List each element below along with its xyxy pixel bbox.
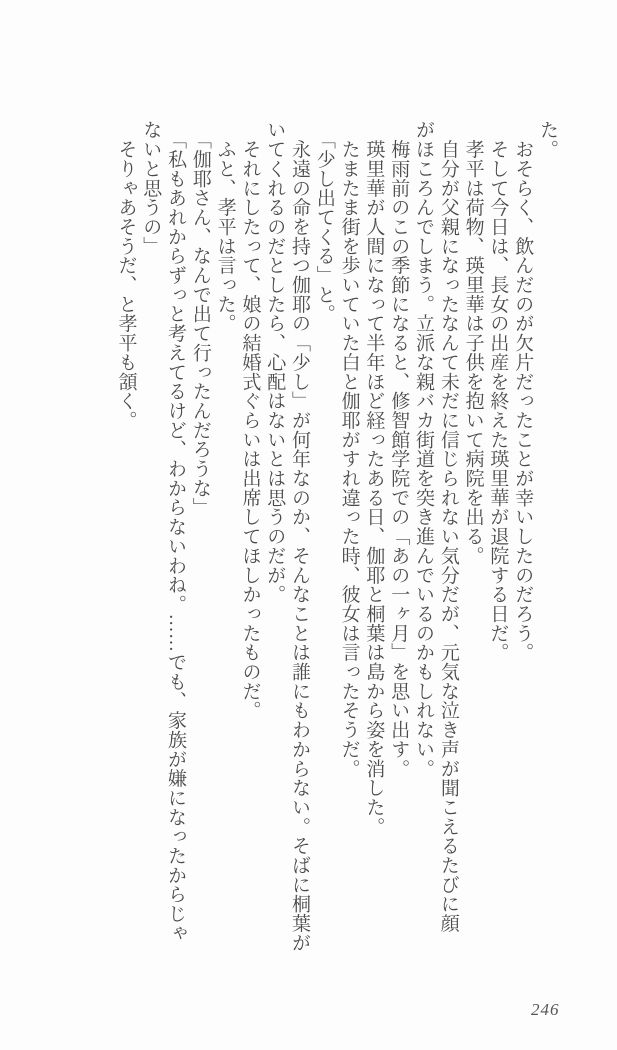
text-line: ふと、孝平は言った。 xyxy=(214,120,236,333)
text-line: 孝平は荷物、瑛里華は子供を抱いて病院を出る。 xyxy=(462,120,484,566)
text-line: 瑛里華が人間になって半年ほど経ったある日、伽耶と桐葉は島から姿を消した。 xyxy=(363,120,385,836)
text-line: いてくれるのだとしたら、心配はないとは思うのだが。 xyxy=(264,120,286,604)
text-line: 「私もあれからずっと考えてるけど、わからないわね。……でも、家族が嫌になったからじゃ xyxy=(165,120,187,943)
text-line: それにしたって、娘の結婚式ぐらいは出席してほしかったものだ。 xyxy=(239,120,261,720)
page-number: 246 xyxy=(531,1000,560,1019)
text-line: たまたま街を歩いていた白と伽耶がすれ違った時、彼女は言ったそうだ。 xyxy=(338,120,360,778)
text-line: 永遠の命を持つ伽耶の「少し」が何年なのか、そんなことは誰にもわからない。そばに桐葉が xyxy=(289,120,311,953)
text-line: 自分が父親になったなんて未だに信じられない気分だが、元気な泣き声が聞こえるたびに顔 xyxy=(437,120,459,933)
text-line: 梅雨前のこの季節になると、修智館学院での「あの一ヶ月」を思い出す。 xyxy=(388,120,410,778)
text-line: 「少し出てくる」と。 xyxy=(313,120,335,324)
text-line: がほころんでしまう。立派な親バカ街道を突き進んでいるのかもしれない。 xyxy=(413,120,435,778)
text-line: そして今日は、長女の出産を終えた瑛里華が退院する日だ。 xyxy=(487,120,509,662)
text-line: ないと思うの」 xyxy=(140,120,162,256)
text-line: そりゃあそうだ、と孝平も頷く。 xyxy=(115,120,137,430)
text-line: おそらく、飲んだのが欠片だったことが幸いしたのだろう。 xyxy=(512,120,534,662)
text-line: た。 xyxy=(537,120,558,159)
page-text xyxy=(113,120,559,954)
text-line: 「伽耶さん、なんで出て行ったんだろうな」 xyxy=(189,120,211,517)
